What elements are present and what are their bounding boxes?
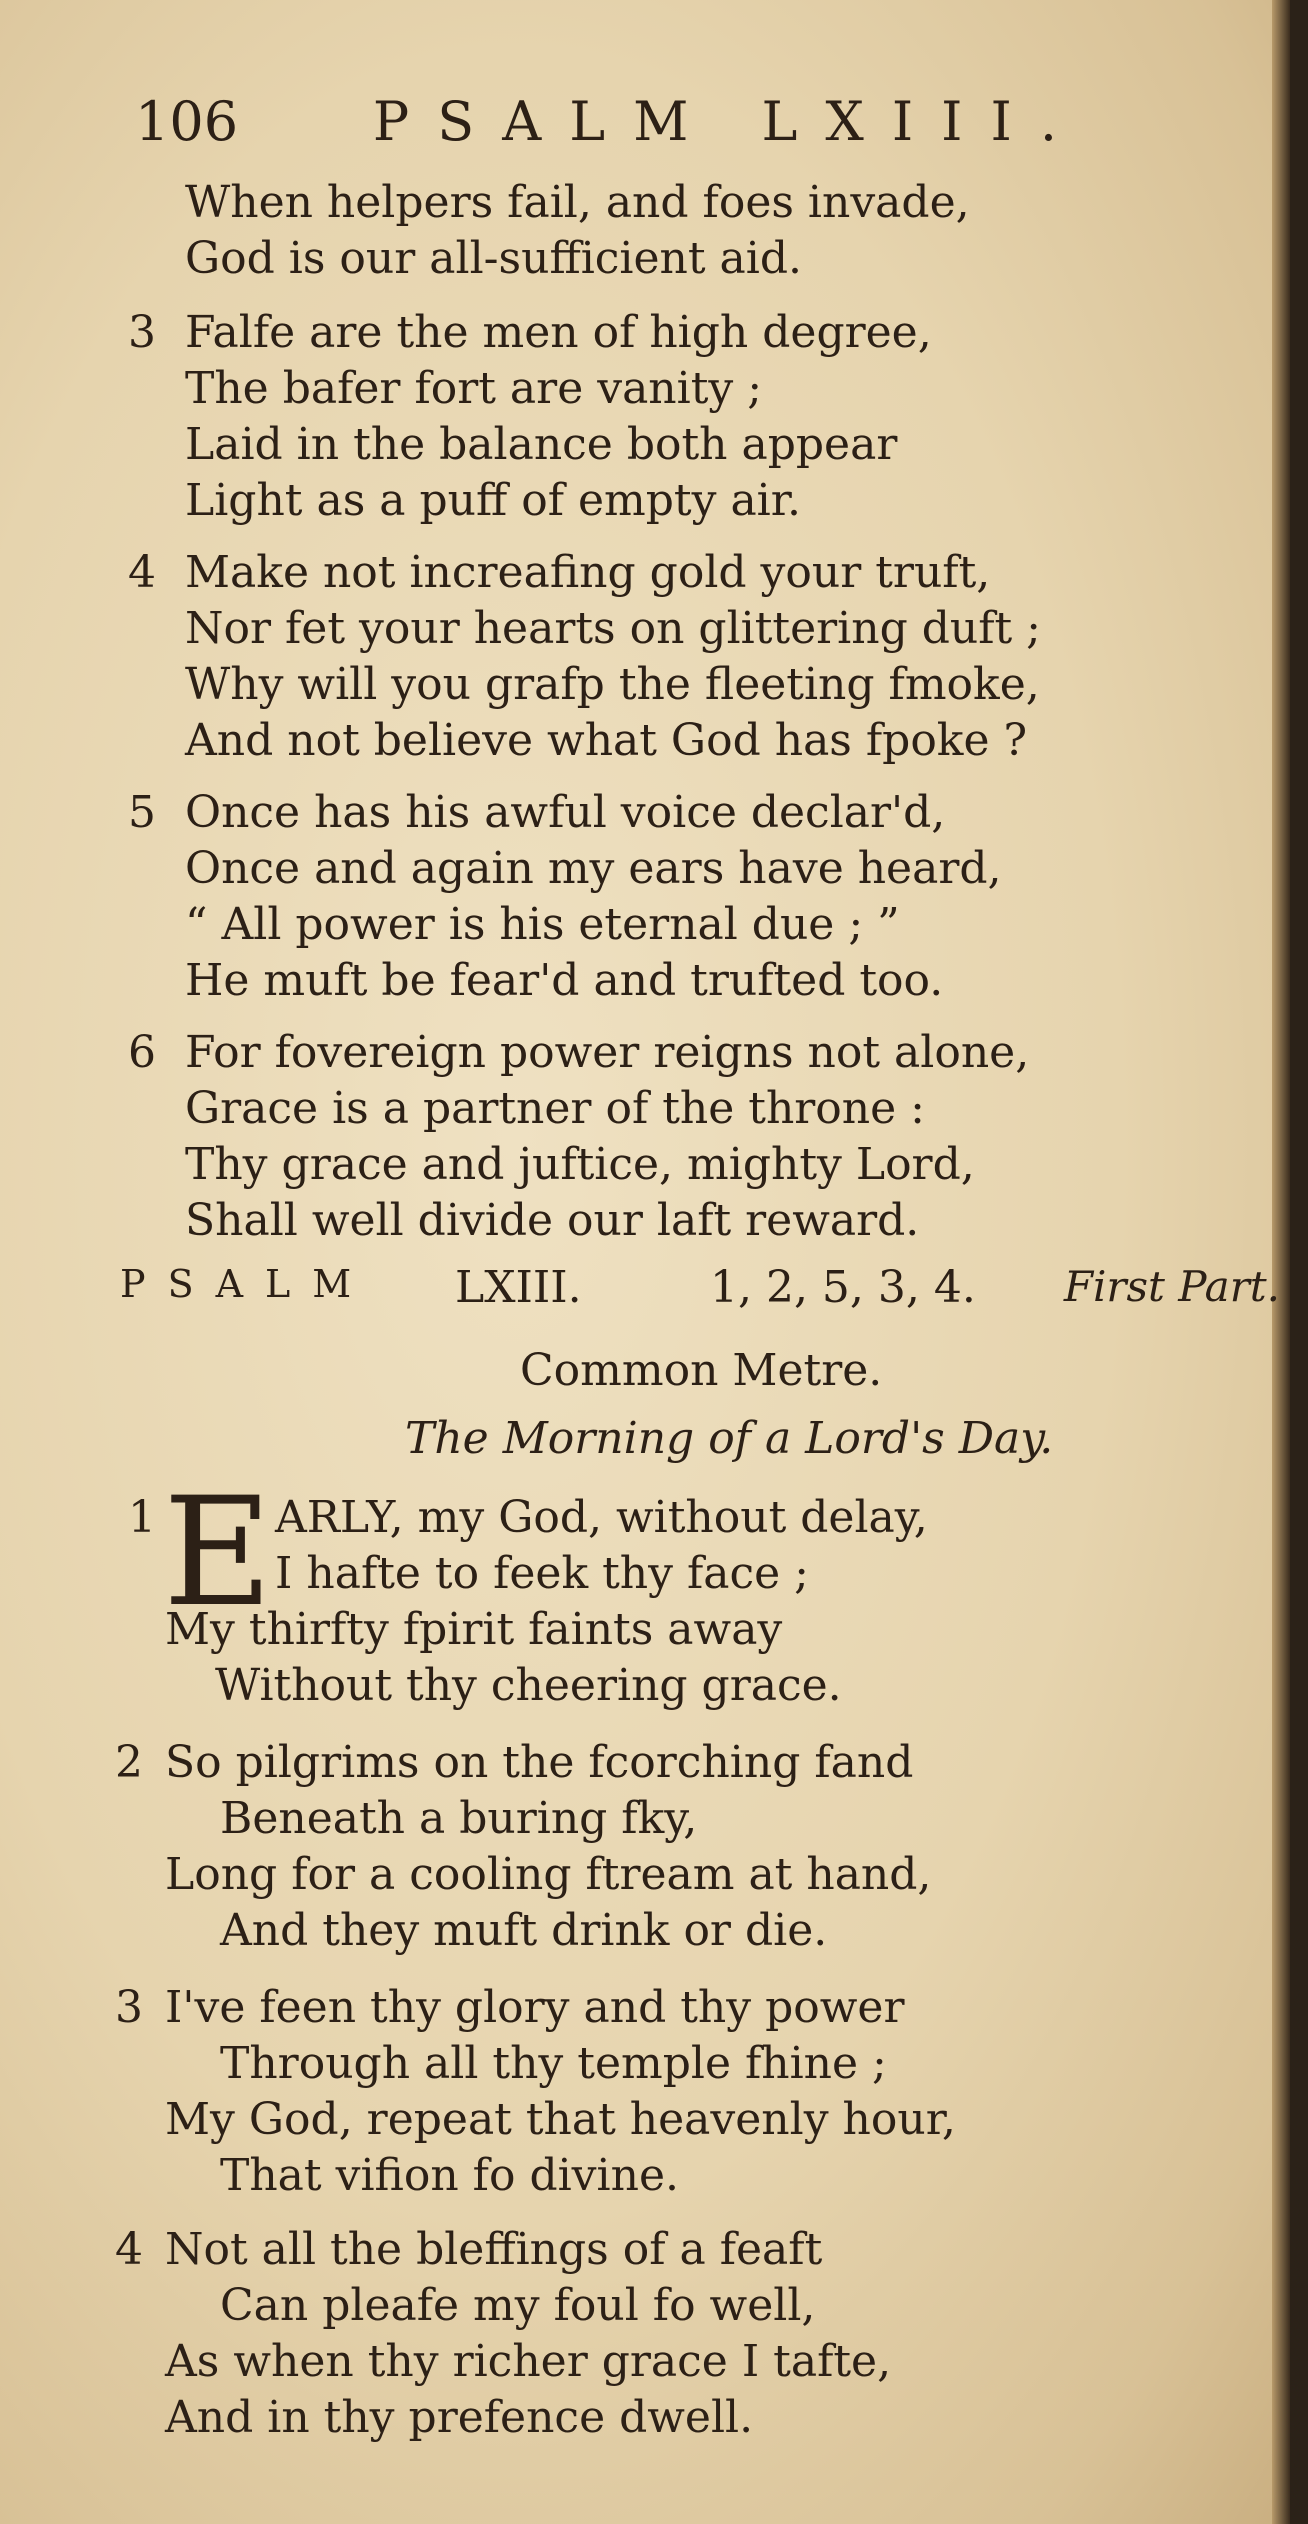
- verse-line: Make not increafing gold your truft,: [185, 547, 991, 598]
- verse-line: Light as a puff of empty air.: [185, 475, 801, 526]
- verse-line: As when thy richer grace I tafte,: [165, 2336, 892, 2387]
- verse-line: Not all the bleffings of a feaft: [165, 2224, 823, 2275]
- verse-number: 5: [128, 787, 156, 838]
- psalm-verses: 1, 2, 5, 3, 4.: [710, 1262, 976, 1313]
- verse-line: Shall well divide our laft reward.: [185, 1195, 920, 1246]
- verse-line: Laid in the balance both appear: [185, 419, 898, 470]
- running-head: PSALM LXIII.: [372, 90, 1085, 153]
- psalm-title: PSALM: [120, 1262, 374, 1306]
- page-number: 106: [135, 90, 239, 153]
- verse-line: I've feen thy glory and thy power: [165, 1982, 905, 2033]
- verse-line: So pilgrims on the fcorching fand: [165, 1737, 914, 1788]
- verse-number: 3: [128, 307, 156, 358]
- verse-line: “ All power is his eternal due ; ”: [185, 899, 900, 950]
- verse-line: And not believe what God has fpoke ?: [185, 715, 1028, 766]
- verse-line: When helpers fail, and foes invade,: [185, 177, 970, 228]
- verse-line: Without thy cheering grace.: [215, 1660, 842, 1711]
- verse-line: For fovereign power reigns not alone,: [185, 1027, 1030, 1078]
- verse-line: The bafer fort are vanity ;: [185, 363, 763, 414]
- verse-line: Why will you grafp the fleeting fmoke,: [185, 659, 1040, 710]
- psalm-heading: [120, 1262, 1280, 1322]
- verse-line: That vifion fo divine.: [220, 2150, 679, 2201]
- verse-line: My God, repeat that heavenly hour,: [165, 2094, 956, 2145]
- verse-line: My thirfty fpirit faints away: [165, 1604, 783, 1655]
- verse-line: Can pleafe my foul fo well,: [220, 2280, 816, 2331]
- verse-number: 3: [115, 1982, 143, 2033]
- verse-line: Through all thy temple fhine ;: [220, 2038, 887, 2089]
- verse-line: Falfe are the men of high degree,: [185, 307, 932, 358]
- verse-number: 4: [128, 547, 156, 598]
- verse-line: And they muft drink or die.: [220, 1905, 828, 1956]
- verse-number: 1: [128, 1492, 156, 1543]
- drop-cap: E: [163, 1466, 273, 1640]
- verse-line: I hafte to feek thy face ;: [275, 1548, 809, 1599]
- verse-line: Nor fet your hearts on glittering duft ;: [185, 603, 1042, 654]
- verse-line: God is our all-sufficient aid.: [185, 233, 802, 284]
- verse-line: Grace is a partner of the throne :: [185, 1083, 925, 1134]
- verse-line: Once has his awful voice declar'd,: [185, 787, 946, 838]
- page-header: [135, 90, 1085, 160]
- psalm-part: First Part.: [1063, 1262, 1280, 1311]
- metre-label: Common Metre.: [520, 1345, 883, 1396]
- verse-line: And in thy prefence dwell.: [165, 2392, 754, 2443]
- verse-line: Beneath a buring fky,: [220, 1793, 698, 1844]
- verse-line: ARLY, my God, without delay,: [275, 1492, 928, 1543]
- verse-line: Thy grace and juftice, mighty Lord,: [185, 1139, 975, 1190]
- occasion-subtitle: The Morning of a Lord's Day.: [405, 1413, 1054, 1464]
- verse-number: 6: [128, 1027, 156, 1078]
- verse-line: Once and again my ears have heard,: [185, 843, 1002, 894]
- verse-line: He muft be fear'd and trufted too.: [185, 955, 944, 1006]
- verse-number: 4: [115, 2224, 143, 2275]
- psalm-number: LXIII.: [455, 1262, 582, 1313]
- verse-number: 2: [115, 1737, 143, 1788]
- verse-line: Long for a cooling ftream at hand,: [165, 1849, 932, 1900]
